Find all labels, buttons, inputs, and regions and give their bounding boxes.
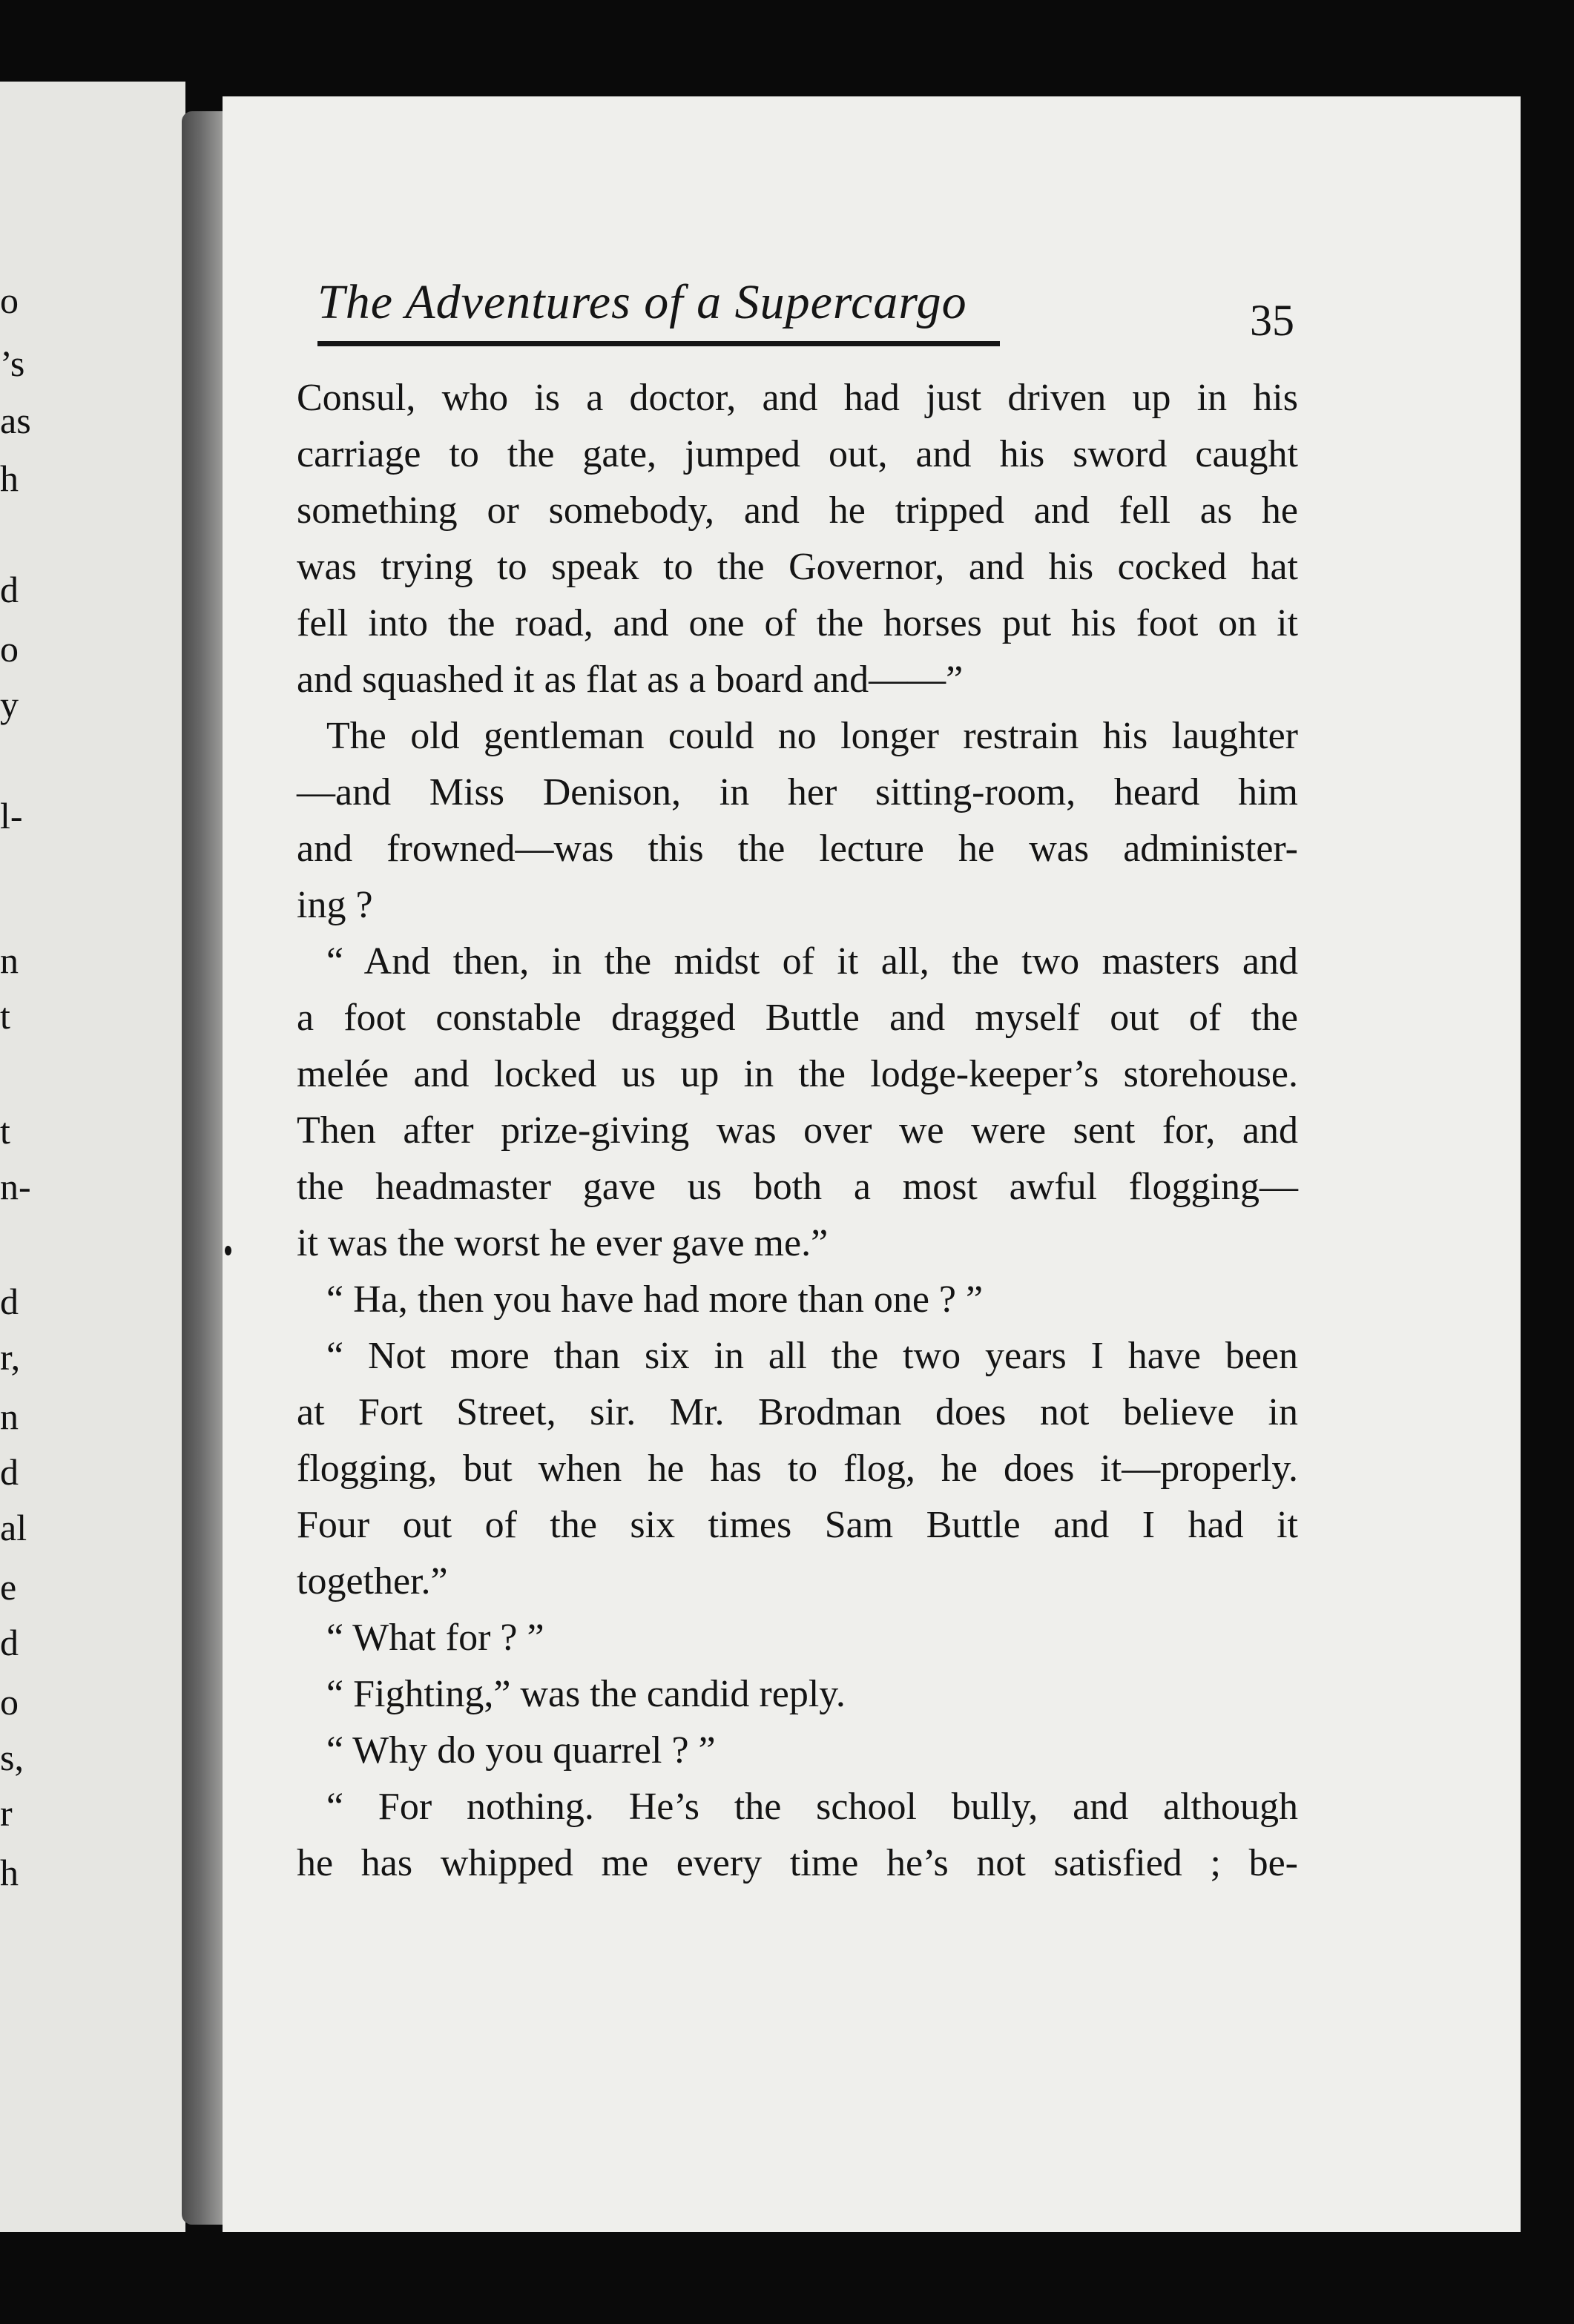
facing-page-fragment: d [0, 1451, 19, 1493]
text-line: a foot constable dragged Buttle and myself out of the [297, 997, 1298, 1039]
facing-page-fragment: n [0, 940, 19, 981]
book-page [223, 96, 1521, 2232]
text-line: fell into the road, and one of the horses put his foot on it [297, 602, 1298, 644]
running-head-title: The Adventures of a Supercargo [317, 275, 967, 329]
page-number: 35 [1250, 296, 1294, 345]
text-line: something or somebody, and he tripped and fell as he [297, 489, 1298, 532]
text-line: it was the worst he ever gave me.” [297, 1222, 829, 1264]
text-line: “ Fighting,” was the candid reply. [326, 1673, 846, 1715]
text-line: “ And then, in the midst of it all, the two masters and [326, 940, 1298, 983]
facing-page-fragment: n- [0, 1166, 31, 1207]
facing-page-fragment: d [0, 1281, 19, 1322]
facing-page-fragment: r, [0, 1336, 21, 1378]
text-line: “ What for ? ” [326, 1617, 544, 1659]
facing-page-fragment: d [0, 1622, 19, 1663]
text-line: —and Miss Denison, in her sitting-room, heard him [297, 771, 1298, 813]
running-head-rule [317, 341, 1000, 346]
facing-page-fragment: o [0, 628, 19, 670]
facing-page-fragment: h [0, 458, 19, 499]
text-line: he has whipped me every time he’s not satisfied ; be- [297, 1842, 1298, 1884]
text-line: carriage to the gate, jumped out, and his sword caught [297, 433, 1298, 475]
facing-page-fragment: l- [0, 795, 23, 836]
facing-page-fragment: h [0, 1852, 19, 1893]
text-line: melée and locked us up in the lodge-keeper’s storehouse. [297, 1053, 1298, 1095]
text-line: at Fort Street, sir. Mr. Brodman does not believe in [297, 1391, 1298, 1433]
facing-page-fragment: s, [0, 1737, 24, 1778]
facing-page-fragment: d [0, 569, 19, 610]
text-line: and frowned—was this the lecture he was administer- [297, 828, 1298, 870]
facing-page-fragment: e [0, 1566, 17, 1608]
text-line: was trying to speak to the Governor, and his cocked hat [297, 546, 1298, 588]
text-line: Consul, who is a doctor, and had just driven up in his [297, 377, 1298, 419]
facing-page-fragment: n [0, 1396, 19, 1437]
text-line: The old gentleman could no longer restrain his laughter [326, 715, 1298, 757]
ink-speck [225, 1246, 231, 1255]
facing-page-fragment: ’s [0, 343, 25, 384]
facing-page [0, 82, 185, 2232]
facing-page-fragment: y [0, 684, 19, 725]
facing-page-fragment: o [0, 280, 19, 321]
text-line: the headmaster gave us both a most awful flogging— [297, 1166, 1298, 1208]
text-line: and squashed it as flat as a board and——” [297, 658, 964, 701]
running-head [317, 274, 1030, 356]
text-line: “ Ha, then you have had more than one ? ” [326, 1278, 984, 1321]
facing-page-fragment: r [0, 1792, 13, 1834]
facing-page-fragment: as [0, 400, 31, 441]
facing-page-fragment: t [0, 995, 10, 1037]
text-line: Then after prize-giving was over we were sent for, and [297, 1109, 1298, 1152]
facing-page-fragment: al [0, 1507, 27, 1548]
text-line: “ Why do you quarrel ? ” [326, 1729, 716, 1772]
text-line: ing ? [297, 884, 373, 926]
text-line: “ For nothing. He’s the school bully, and although [326, 1786, 1298, 1828]
text-line: flogging, but when he has to flog, he does it—properly. [297, 1447, 1298, 1490]
text-line: “ Not more than six in all the two years I have been [326, 1335, 1298, 1377]
text-line: Four out of the six times Sam Buttle and I had it [297, 1504, 1298, 1546]
facing-page-fragment: t [0, 1110, 10, 1152]
text-line: together.” [297, 1560, 448, 1602]
facing-page-fragment: o [0, 1681, 19, 1723]
